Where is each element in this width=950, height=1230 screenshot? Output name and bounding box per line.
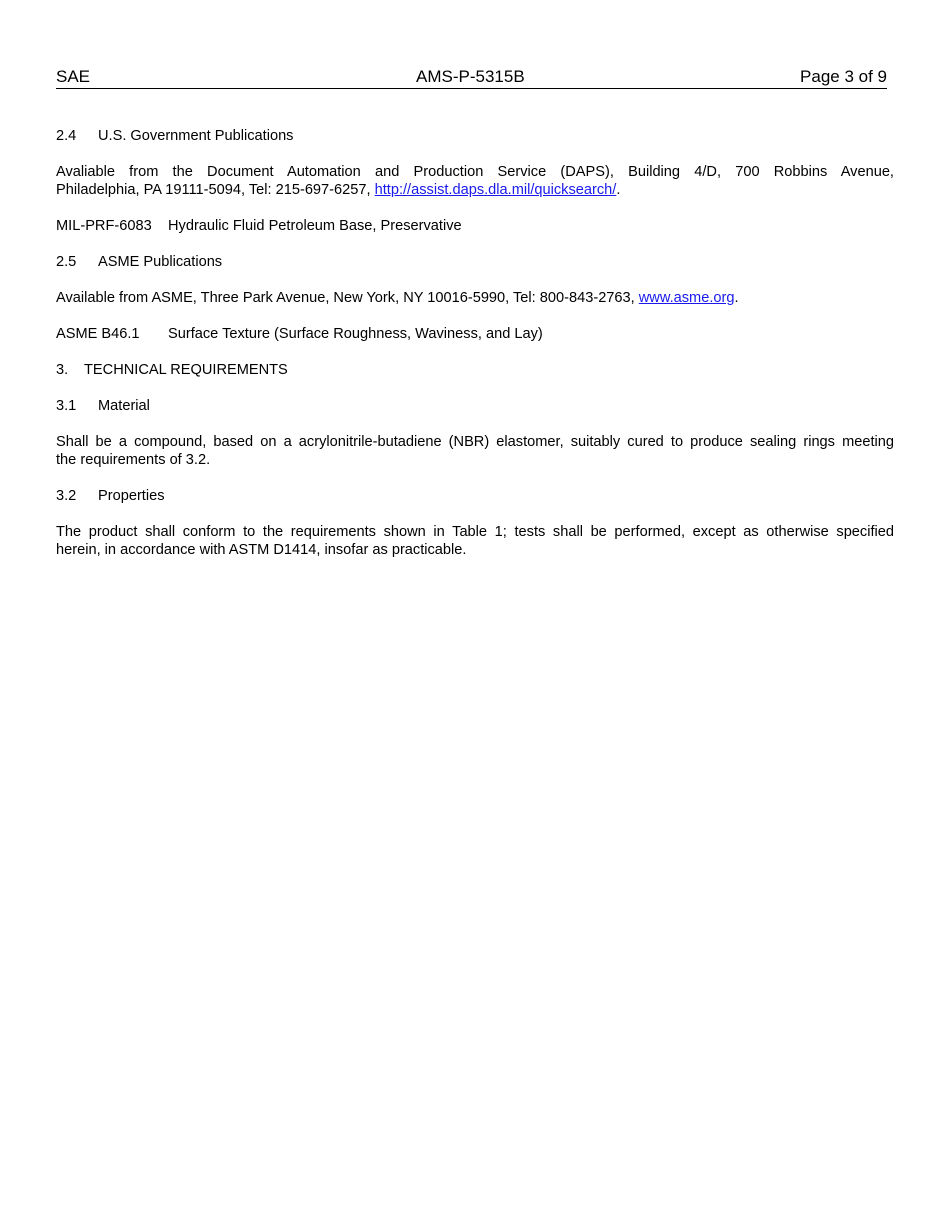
paragraph-asme-availability [56,289,894,307]
paragraph-properties [56,523,894,559]
header-org: SAE [56,67,91,86]
section-number: 3. [56,362,69,378]
paragraph-line: herein, in accordance with ASTM D1414, insofar as practicable. [56,542,467,558]
section-title: ASME Publications [98,254,223,270]
header-page-number: Page 3 of 9 [800,67,887,86]
reference-title: Hydraulic Fluid Petroleum Base, Preservative [168,218,462,234]
reference-entry-mil-prf-6083 [56,217,894,235]
paragraph-text: Available from ASME, Three Park Avenue, New York, NY 10016-5990, Tel: 800-843-2763, [56,290,639,306]
daps-quicksearch-link[interactable]: http://assist.daps.dla.mil/quicksearch/ [374,182,617,198]
section-number: 3.1 [56,398,77,414]
paragraph-line: The product shall conform to the requirements shown in Table 1; tests shall be performed, except as otherwise specified [56,524,894,540]
page-header [56,66,887,89]
section-number: 2.5 [56,254,77,270]
section-title: Material [98,398,150,414]
section-heading-2-5 [56,253,894,271]
paragraph-line [56,181,894,199]
section-title: TECHNICAL REQUIREMENTS [84,362,288,378]
reference-title: Surface Texture (Surface Roughness, Waviness, and Lay) [168,326,543,342]
reference-code: MIL-PRF-6083 [56,218,152,234]
asme-website-link[interactable]: www.asme.org [638,290,735,306]
paragraph-daps-availability [56,163,894,199]
section-heading-3-2 [56,487,894,505]
paragraph-line: Shall be a compound, based on a acrylonitrile-butadiene (NBR) elastomer, suitably cured to produce sealing rings meeting [56,434,894,450]
section-number: 3.2 [56,488,77,504]
section-heading-2-4 [56,127,894,145]
paragraph-material [56,433,894,469]
paragraph-line: Avaliable from the Document Automation and Production Service (DAPS), Building 4/D, 700 Robbins Avenue, [56,164,894,180]
section-number: 2.4 [56,128,77,144]
section-title: Properties [98,488,165,504]
section-heading-3 [56,361,894,379]
paragraph-text: Philadelphia, PA 19111-5094, Tel: 215-697-6257, [56,182,375,198]
paragraph-text: . [616,182,621,198]
paragraph-line: the requirements of 3.2. [56,452,211,468]
reference-entry-asme-b46-1 [56,325,894,343]
reference-code: ASME B46.1 [56,326,140,342]
section-heading-3-1 [56,397,894,415]
paragraph-text: . [734,290,739,306]
document-body [56,127,894,577]
header-doc-number: AMS-P-5315B [416,67,525,86]
section-title: U.S. Government Publications [98,128,294,144]
